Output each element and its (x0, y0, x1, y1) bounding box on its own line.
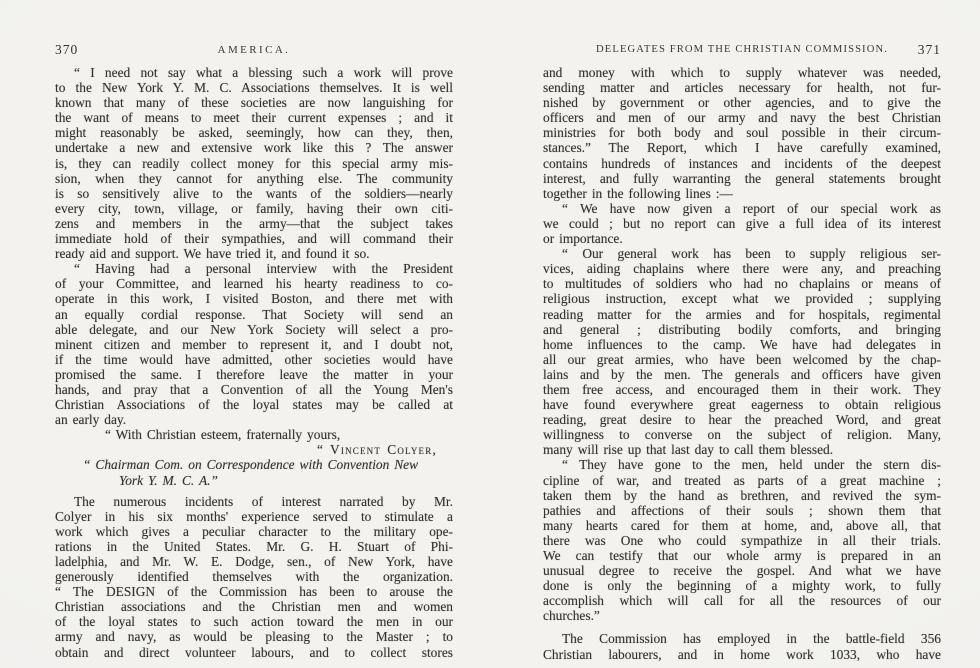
right-text-column (543, 65, 941, 662)
text-line: lains and by the men. The generals and officers have given (543, 366, 941, 382)
text-line: and general ; distributing bodily comforts, and bringing (543, 321, 941, 337)
text-line: ministries for both body and soul possible in their circum- (543, 125, 941, 141)
text-line: an early day. (55, 412, 127, 428)
text-line: “ The DESIGN of the Commission has been to arouse the (55, 584, 453, 600)
text-line: willingness to converse on the subject of religion. Many, (543, 427, 941, 443)
right-running-title: DELEGATES FROM THE CHRISTIAN COMMISSION. (596, 44, 888, 55)
text-line: every city, town, village, or family, having their own citi- (55, 200, 453, 216)
text-line: interest, and fully warranting the general statements brought (543, 170, 941, 186)
paragraph-blessing-letter (55, 65, 453, 261)
text-line: is so sensitively alive to the wants of the soldiers—nearly (55, 185, 453, 201)
paragraph-supply-continuation (543, 65, 941, 201)
text-line: zens and members in the army—that the subject takes (55, 215, 453, 231)
text-line: together in the following lines :— (543, 185, 733, 201)
text-line: is, they can readily collect money for this special army mis- (55, 155, 453, 171)
paragraph-numerous-incidents (55, 494, 453, 660)
text-line: churches.” (543, 608, 600, 624)
text-line: have found everywhere great eagerness to obtain religious (543, 397, 941, 413)
text-line: nished by government or other agencies, and to give the (543, 95, 941, 111)
text-line: many hearts cared for them at home, and, above all, that (543, 517, 941, 533)
text-line: officers and men of our army and navy the best Christian (543, 110, 941, 126)
text-line: ready aid and support. We have tried it, and found it so. (55, 246, 370, 262)
text-line: “ We have now given a report of our special work as (562, 200, 941, 216)
text-line: pathies and affections of their souls ; shown them that (543, 502, 941, 518)
text-line: to multitudes of soldiers who had no chaplains or means of (543, 276, 941, 292)
text-line: of the loyal states to such action toward the men in our (55, 614, 453, 630)
text-line: sion, when they cannot for anything else. The community (55, 170, 453, 186)
text-line: to the New York Y. M. C. Associations themselves. It is well (55, 80, 453, 96)
text-line: sending matter and articles necessary for health, not fur- (543, 80, 941, 96)
left-page-header (55, 44, 453, 60)
text-line: generously identified themselves with the organization. (55, 569, 453, 585)
text-line: if the time would have admitted, other societies would have (55, 351, 453, 367)
text-line: taken them by the hand as brethren, and revived the sym- (543, 487, 941, 503)
paragraph-general-work (543, 246, 941, 457)
text-line: cipline of war, and treated as parts of a great machine ; (543, 472, 941, 488)
text-line: religious instruction, except what we provided ; supplying (543, 291, 941, 307)
attribution-title-line-1 (55, 457, 453, 472)
attribution-open: “ With Christian esteem, fraternally yours, (105, 427, 341, 443)
text-line: ladelphia, and Mr. W. E. Dodge, sen., of New York, have (55, 554, 453, 569)
attribution-name: “ Vincent Colyer, (316, 442, 437, 458)
text-line: able delegate, and our New York Society will select a pro- (55, 321, 453, 337)
text-line: or importance. (543, 231, 623, 247)
attribution-valediction (55, 427, 453, 442)
text-line: The numerous incidents of interest narrated by Mr. (74, 493, 453, 509)
paragraph-commission-employed (543, 631, 941, 661)
text-line: Colyer in his six months' experience served to stimulate a (55, 508, 453, 524)
text-line: might reasonably be asked, seemingly, how can they, then, (55, 125, 453, 141)
text-line: Christian Associations of the loyal states may be called at (55, 397, 453, 413)
text-line: rations in the United States. Mr. G. H. Stuart of Phi- (55, 538, 453, 554)
text-line: known that many of these societies are now languishing for (55, 95, 453, 111)
text-line: The Commission has employed in the battle-field 356 (562, 631, 941, 647)
left-text-column (55, 65, 453, 660)
text-line: “ I need not say what a blessing such a work will prove (74, 65, 453, 80)
text-line: reading matter for the armies and for hospitals, regimental (543, 306, 941, 322)
page-right (543, 44, 941, 662)
text-line: “ They have gone to the men, held under the stern dis- (562, 457, 941, 473)
text-line: many will rise up that last day to call them blessed. (543, 442, 834, 458)
text-line: We can testify that our whole army is prepared in an (543, 548, 941, 563)
text-line: done is only the beginning of a mighty work, to fully (543, 578, 941, 594)
text-line: promised the same. I therefore leave the matter in your (55, 366, 453, 382)
text-line: “ Our general work has been to supply religious ser- (562, 246, 941, 262)
text-line: accomplish which will call for all the resources of our (543, 593, 941, 609)
text-line: all our great armies, who have been welcomed by the chap- (543, 351, 941, 367)
text-line: and money with which to supply whatever was needed, (543, 65, 941, 80)
text-line: of your Committee, and learned his hearty readiness to co- (55, 276, 453, 292)
text-line: obtain and direct volunteer labours, and to collect stores (55, 644, 453, 660)
text-line: unusual degree to receive the gospel. And what we have (543, 563, 941, 579)
attribution-title-line-2 (55, 473, 453, 488)
text-line: immediate hold of their sympathies, and will command their (55, 231, 453, 247)
left-page-number: 370 (55, 42, 79, 57)
text-line: “ Having had a personal interview with the President (74, 261, 453, 277)
page-left (55, 44, 453, 660)
text-line: minent citizen and member to represent it, and I doubt not, (55, 336, 453, 352)
text-line: vices, aiding chaplains where there were any, and preaching (543, 261, 941, 277)
right-page-header (543, 44, 941, 60)
text-line: army and navy, as would be pleasing to the Master ; to (55, 629, 453, 645)
text-line: them free access, and encouraged them in their work. They (543, 381, 941, 397)
text-line: there was One who could sympathize in all their trials. (543, 532, 941, 548)
text-line: an equally cordial response. That Society will send an (55, 306, 453, 322)
text-line: contains hundreds of instances and incidents of the deepest (543, 155, 941, 171)
attribution-role-1: “ Chairman Com. on Correspondence with Convention New (83, 457, 419, 473)
text-line: we could ; but no report can give a full idea of its interest (543, 215, 941, 231)
right-page-number: 371 (917, 42, 941, 57)
text-line: undertake a new and extensive work like this ? The answer (55, 140, 453, 156)
paragraph-personal-interview (55, 261, 453, 427)
text-line: the want of means to meet their current expenses ; and it (55, 110, 453, 126)
text-line: Christian labourers, and in home work 1033, who have (543, 646, 941, 662)
left-running-title: AMERICA. (217, 44, 291, 56)
text-line: reading, great desire to hear the preached Word, and great (543, 412, 941, 428)
attribution-signature (55, 442, 453, 457)
text-line: stances.” The Report, which I have carefully examined, (543, 140, 941, 156)
attribution-role-2: York Y. M. C. A.” (119, 472, 218, 488)
text-line: work which gives a peculiar character to the military ope- (55, 523, 453, 539)
text-line: home influences to the camp. We have had delegates in (543, 336, 941, 352)
paragraph-report-given (543, 201, 941, 246)
text-line: hands, and pray that a Convention of all the Young Men's (55, 381, 453, 397)
text-line: Christian associations and the Christian men and women (55, 599, 453, 615)
text-line: operate in this work, I visited Boston, and there met with (55, 291, 453, 307)
paragraph-gone-to-the-men (543, 457, 941, 623)
